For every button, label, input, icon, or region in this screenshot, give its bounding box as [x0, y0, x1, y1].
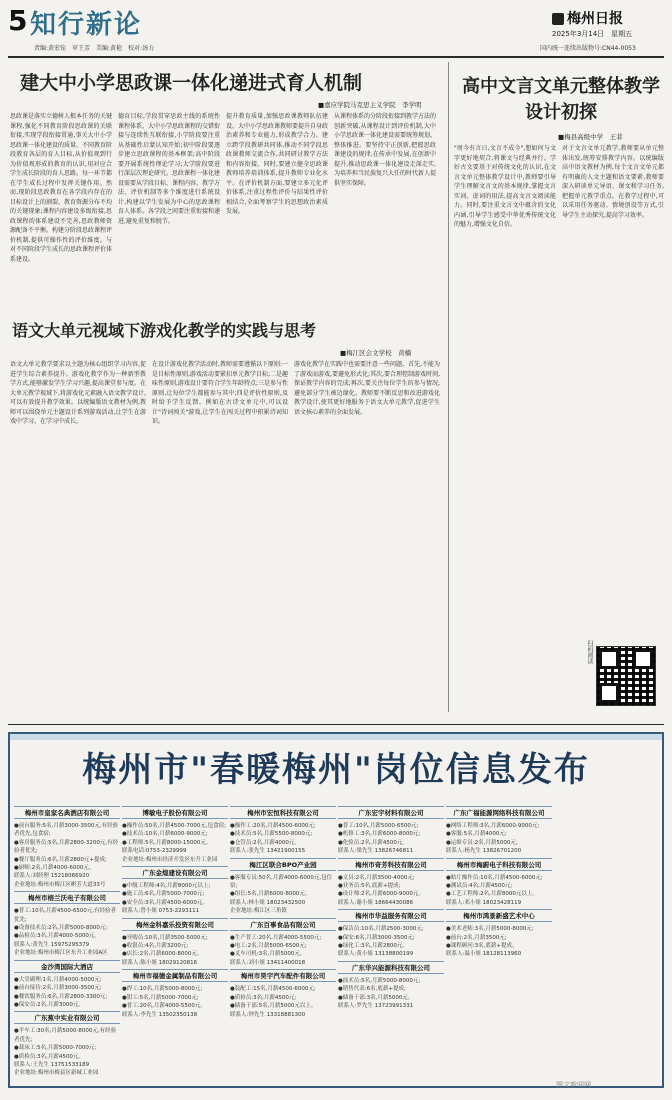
job-line: ●技术员:5名,月薪5000-8000元;: [338, 977, 421, 984]
company-name: 梅州市昊宇汽车配件有限公司: [230, 969, 336, 982]
article2-title: 语文大单元视域下游戏化教学的实践与思考: [12, 321, 317, 340]
job-line: ●安全员:3名,月薪4500-6000元。: [122, 899, 208, 906]
job-listing: [230, 918, 336, 968]
job-line: ●文员:2名,月薪3500-4000元;: [338, 874, 415, 881]
job-line: 联系人:李先生 13502350138: [122, 1011, 198, 1018]
job-line: ●测试员:4名,月薪4500元;: [446, 883, 513, 890]
article1-col2: 德育目标,学段贯穿思政主线的系统性课程体系。大中小学思政课程的交错衔接与连续性互联衔接,小学阶段要注重从基础性启蒙认知开始;初中阶段要逐步建立思政课程的基本框架;高中阶段要开展系统性理论学习;大学阶段要进行深层次理论研究。思政课程一体化建设需要从学段目标、课程内容、教学方法、评价机制等多个维度进行系统设计,构建以学生发展为中心的思政课程育人体系。各学段之间要注重衔接和递进,避免重复和脱节。: [118, 113, 220, 225]
company-name: 梅江区联合BPO产业园: [230, 858, 336, 871]
job-listing: [338, 806, 444, 856]
company-name: 梅州市皇家名典酒店有限公司: [14, 806, 120, 819]
job-line: 联系人:王先生 13751533189: [14, 1061, 90, 1068]
job-line: 联系电话:0753-2329999: [122, 848, 187, 855]
company-name: 广东百事食品有限公司: [230, 918, 336, 931]
job-line: 企业地址:梅江区三角镇: [230, 908, 287, 915]
job-line: ●业务员:5名,底薪+提成;: [338, 883, 401, 890]
job-line: 联系人:黄小姐 13138800199: [338, 951, 414, 958]
job-line: ●保安:6名,月薪3000-3500元;: [338, 934, 415, 941]
job-line: 企业地址:梅州市经济开发区东升工业园: [122, 856, 218, 863]
job-column: [122, 804, 228, 1082]
job-line: ●普工:20名,月薪4000-5500元。: [122, 1003, 206, 1010]
job-listing: [230, 969, 336, 1019]
article2-col1: 语文大单元教学要求以主题为核心组织学习内容,促进学生综合素养提升。游戏化教学作为一种新型教学方式,能够激发学生学习兴趣,提高课堂参与度。在大单元教学视域下,将游戏化元素融入语文教学设计,可以有效提升教学效果。以统编版语文教材为例,教师可以围绕单元主题设计系列游戏活动,让学生在游戏中学习、在学习中成长。: [10, 361, 146, 425]
job-line: ●叉车司机:3名,月薪5000元。: [230, 951, 306, 958]
job-line: ●机修工:3名,月薪6000-8000元;: [338, 831, 421, 838]
job-line: ●美术老师:3名,月薪5000-8000元;: [446, 926, 534, 933]
job-line: 联系人:曾小姐 0753-2293111: [122, 908, 200, 915]
company-name: 广东宏宇材料有限公司: [338, 806, 444, 819]
job-line: ●保洁员:10名,月薪2500-3000元;: [338, 926, 424, 933]
company-name: 梅州市宏恒科技有限公司: [230, 806, 336, 819]
banner-title: 梅州市"春暖梅州"岗位信息发布: [82, 750, 590, 790]
job-line: ●质检员:3名,月薪4500元。: [14, 1053, 84, 1060]
job-line: ●操作工:20名,月薪4500-6000元;: [230, 823, 316, 829]
watermark: 图文新闻网: [556, 1081, 591, 1089]
article1-col4: 从课程体系的分阶段衔接到教学方法的创新突破,从课程设计到评价机制,大中小学思政课一体化建设需要统筹规划、整体推进。要坚持守正创新,把握思政课建设的规律,在传承中发展,在创新中提升,推动思政课一体化建设走深走实,为培养担当民族复兴大任的时代新人提供坚实保障。: [334, 113, 436, 187]
article3-col2: 对于文言文单元教学,教师要从单元整体出发,统筹安排教学内容。以统编版高中语文教材为例,每个文言文单元都有明确的人文主题和语文要素,教师要深入研读单元导语、课文和学习任务,把握单元教学重点。在教学过程中,可以采用任务驱动、情境创设等方式,引导学生主动探究,提高学习效率。: [562, 145, 664, 219]
job-line: 联系人:林小姐 18023432500: [230, 899, 306, 906]
job-line: ●厨师:2名,月薪4000-6000元。: [14, 865, 95, 872]
job-line: 联系人:黄先生 15975295379: [14, 941, 90, 948]
job-line: ●店长:2名,月薪6000-8000元。: [122, 951, 203, 958]
company-name: 梅州市鸿景新盛艺术中心: [446, 909, 552, 922]
company-name: 梅州市华益服务有限公司: [338, 909, 444, 922]
job-line: ●操作员:50名,月薪4500-7000元,包食宿;: [122, 823, 226, 829]
article2-col2: 在设计游戏化教学活动时,教师需要遵循以下原则:一是目标性原则,游戏活动要紧扣单元教学目标;二是趣味性原则,游戏设计要符合学生年龄特点;三是参与性原则,让每位学生都能参与其中;四是评价性原则,及时给予学生反馈。例如在古诗文单元中,可以设计"诗词闯关"游戏,让学生在闯关过程中积累诗词知识。: [152, 361, 288, 425]
job-listing: [338, 961, 444, 1011]
article2-col3: 游戏化教学在实践中也需要注意一些问题。首先,不能为了游戏而游戏,要避免形式化;其次,要合理控制游戏时间,保证教学内容的完成;再次,要关注每位学生的参与情况,避免部分学生被边缘化。教师要不断反思和改进游戏化教学设计,使其更好地服务于语文大单元教学,促进学生语文核心素养的全面发展。: [294, 361, 440, 416]
article1-col1: 思政课是落实立德树人根本任务的关键课程,强化不同教育阶段思政课的关联衔接,实现学段衔接贯通,事关大中小学思政课一体化建设的质量。不同教育阶段教育各层的育人目标,从价值观到行为价值观形成的教育的认识,用对应合学生成长阶段的育人思路。每一环节都在学生成长过程中发挥关键作用。然而,现阶段思政教育在各学段内存在的目标设计上的割裂、教育资源分布不均的关键现象;课程内容建设多级衔接,思政课程的体系建设不完善,思政教师资源配备不平衡。构建分阶段思政课程评价机制,提供可操作性的评价维度。与对不同阶段学生成长的思政课程评价体系建设。: [10, 113, 112, 263]
job-line: ●运维专员:2名,月薪5000元。: [446, 839, 522, 846]
job-line: ●客房服务员:5名,月薪2800-3200元,有经验者优先;: [14, 839, 119, 855]
banner-strip: [10, 734, 662, 740]
job-line: ●技术员:5名,月薪5500-8000元;: [230, 831, 313, 838]
job-line: 联系人:钟先生 13318881300: [230, 1011, 306, 1018]
job-line: ●设备技术员:2名,月薪5000-8000元;: [14, 925, 108, 932]
job-line: ●装配工:15名,月薪4500-6000元;: [230, 986, 316, 993]
job-column: [338, 804, 444, 1082]
job-listing: [230, 806, 336, 856]
job-line: 企业地址:梅州市梅县区新城工业园: [14, 1070, 99, 1077]
job-line: ●工程师:5名,月薪8000-15000元。: [122, 839, 212, 846]
job-line: 联系人:杨先生 13826701200: [446, 848, 522, 855]
article3-title: 高中文言文单元整体教学设计初探: [462, 76, 660, 123]
company-name: 广东华兴能源科技有限公司: [338, 961, 444, 974]
job-column: [230, 804, 336, 1082]
header-rule: [8, 56, 664, 58]
job-line: ●质检员:3名,月薪4500元;: [230, 994, 297, 1001]
logo-icon: [552, 13, 564, 25]
qr-code-icon[interactable]: [596, 646, 656, 706]
job-line: ●储备干部:3名,月薪5000元。: [338, 994, 414, 1001]
job-line: ●餐厅服务员:6名,月薪2800元+提成;: [14, 856, 107, 863]
job-line: ●普工:10名,月薪4500-6500元,有经验者优先;: [14, 908, 117, 923]
job-listing: [122, 969, 228, 1019]
job-line: ●销售代表:6名,底薪+提成;: [338, 986, 406, 993]
job-line: ●施工员:6名,月薪5000-7000元;: [122, 891, 205, 898]
company-name: 广东金煌建设有限公司: [122, 866, 228, 879]
section-rule: [8, 724, 664, 725]
cn-number: 国内统一连续出版物号:CN44-0053: [540, 45, 636, 52]
job-line: ●前台:2名,月薪3500元;: [446, 934, 507, 941]
job-line: ●贴片操作员:10名,月薪4500-6000元;: [446, 874, 543, 881]
job-line: ●餐饮服务员:6名,月薪2800-3300元;: [14, 993, 108, 1000]
article3-byline: ■梅县高级中学 王菲: [558, 133, 623, 141]
job-listing: [446, 909, 552, 959]
company-name: 金沙湾国际大酒店: [14, 960, 120, 973]
job-listing: [14, 1011, 120, 1077]
job-column: [554, 804, 660, 1082]
job-line: ●普工:10名,月薪5000-6500元;: [338, 823, 419, 829]
job-line: 联系人:梁先生 13826746811: [338, 848, 414, 855]
company-name: 梅州市榕兰沃电子有限公司: [14, 891, 120, 904]
job-line: 联系人:刘经理 15218066920: [14, 873, 90, 880]
job-line: ●钳工:5名,月薪5000-7000元;: [122, 994, 199, 1001]
job-column: [446, 804, 552, 1082]
job-line: 企业地址:梅州市梅江区东升工业园A区: [14, 950, 108, 957]
paper-logo: 梅州日报: [552, 8, 623, 28]
company-name: 梅州市奇芳科技有限公司: [338, 858, 444, 871]
job-line: ●大堂副理:1名,月薪4000-5000元;: [14, 976, 102, 983]
company-name: 梅州市梅蔚电子科技有限公司: [446, 858, 552, 871]
article1-title: 建大中小学思政课一体化递进式育人机制: [20, 72, 363, 94]
job-listing: [14, 960, 120, 1010]
job-line: ●电工:2名,月薪5000-6500元;: [230, 943, 307, 950]
editors-line: 责编:黄宏铨 审王芳 美编:黄艳 校对:汤力: [34, 45, 155, 52]
job-line: ●课程顾问:3名,底薪+提成。: [446, 943, 518, 950]
job-listing: [338, 858, 444, 908]
job-line: ●绿化工:3名,月薪2800元。: [338, 943, 408, 950]
job-line: ●导购员:10名,月薪3500-5000元;: [122, 934, 208, 941]
job-listing: [446, 806, 552, 856]
company-name: 梅州金科嘉乐投资有限公司: [122, 918, 228, 931]
job-line: ●生产普工:20名,月薪4000-5500元;: [230, 934, 322, 941]
section-title: 知行新论: [30, 10, 143, 40]
job-line: ●仓管员:2名,月薪4000元。: [230, 839, 300, 846]
job-line: ●工艺工程师:2名,月薪8000元以上。: [446, 891, 538, 898]
job-line: 联系人:陈小姐 18029120816: [122, 959, 198, 966]
job-line: ●前台接待:2名,月薪3000-3500元;: [14, 985, 102, 992]
job-line: ●焊工:10名,月薪5000-8000元;: [122, 986, 203, 993]
job-listing: [122, 866, 228, 916]
page-number: 5: [8, 4, 28, 37]
job-line: ●前台服务:5名,月薪3000-3500元,有经验者优先,包食宿;: [14, 823, 119, 838]
job-listing: [14, 891, 120, 957]
job-line: ●储备干部:5名,月薪5000元以上。: [230, 1003, 317, 1010]
job-line: 企业地址:梅州市梅江区彬芳大道33号: [14, 881, 106, 888]
column-divider: [448, 62, 449, 712]
company-name: 梅州市福德金属制品有限公司: [122, 969, 228, 982]
job-line: ●组长:5名,月薪6000-8000元。: [230, 891, 311, 898]
job-line: ●平车工:30名,月薪5000-8000元,有经验者优先;: [14, 1028, 117, 1043]
job-line: ●中级工程师:4名,月薪8000元以上;: [122, 883, 211, 890]
job-listing: [446, 858, 552, 908]
job-line: ●收银员:4名,月薪3200元;: [122, 943, 189, 950]
job-listing: [14, 806, 120, 889]
job-listing: [122, 806, 228, 864]
article1-col3: 提升教育质量,加强思政课教师队伍建设。大中小学思政课教师要提升自身政治素养和专业能力,形成教学合力。建立跨学段教研共同体,推动不同学段思政课教师交流合作,共同研讨教学方法和内容衔接。同时,要建立健全思政课教师培养培训体系,提升教师专业化水平。在评价机制方面,要建立多元化评价体系,注重过程性评价与结果性评价相结合,全面考察学生的思想政治素质发展。: [226, 113, 328, 215]
job-column: [14, 804, 120, 1082]
company-name: 广东广福能源网络科技有限公司: [446, 806, 552, 819]
job-line: ●技术员:10名,月薪6000-9000元;: [122, 831, 208, 838]
job-line: ●品检员:3名,月薪4000-5000元。: [14, 933, 100, 940]
job-line: ●网络工程师:3名,月薪6000-9000元;: [446, 823, 540, 829]
article3-col1: "周今有言日,文言不成今",想如何与文字更好地契合,将课文与经典并行。学好古文要基于对传统文化的认识,在文言文单元整体教学设计中,教师要引导学生理解文言文的基本规律,掌握文言实词、虚词的用法,提高文言文阅读能力。同时,要注重文言文中蕴含的文化内涵,引导学生感受中华优秀传统文化的魅力,增强文化自信。: [454, 145, 556, 228]
company-name: 博敏电子股份有限公司: [122, 806, 228, 819]
article2-byline: ■梅江区会文学校 黄楠: [340, 349, 412, 357]
article1-byline: ■嘉应学院马克思主义学院 李学明: [318, 101, 422, 109]
job-line: 联系人:温小姐 18128113960: [446, 951, 522, 958]
job-line: ●客服专员:50名,月薪4000-6000元,包住宿;: [230, 874, 333, 890]
job-line: ●客服:5名,月薪4000元;: [446, 831, 507, 838]
job-line: 联系人:张先生 13421900155: [230, 848, 306, 855]
job-line: ●保安员:2名,月薪3000元。: [14, 1001, 84, 1008]
job-line: 联系人:邓小姐 18023428119: [446, 899, 522, 906]
job-line: ●化验员:2名,月薪4500元。: [338, 839, 408, 846]
job-listing: [122, 918, 228, 968]
job-line: 联系人:谢小姐 18664430086: [338, 899, 414, 906]
job-listing: [230, 858, 336, 916]
job-listing: [338, 909, 444, 959]
job-line: 联系人:罗先生 13723991331: [338, 1003, 414, 1010]
qr-caption: 扫码阅读: [586, 640, 593, 664]
job-line: ●设计师:2名,月薪6000-9000元。: [338, 891, 424, 898]
job-line: 联系人:刘小姐 13411400018: [230, 959, 306, 966]
issue-date: 2025年3月14日 星期五: [552, 30, 633, 38]
company-name: 广东蕉中实业有限公司: [14, 1011, 120, 1024]
job-line: ●裁床工:5名,月薪5000-7000元;: [14, 1045, 97, 1052]
